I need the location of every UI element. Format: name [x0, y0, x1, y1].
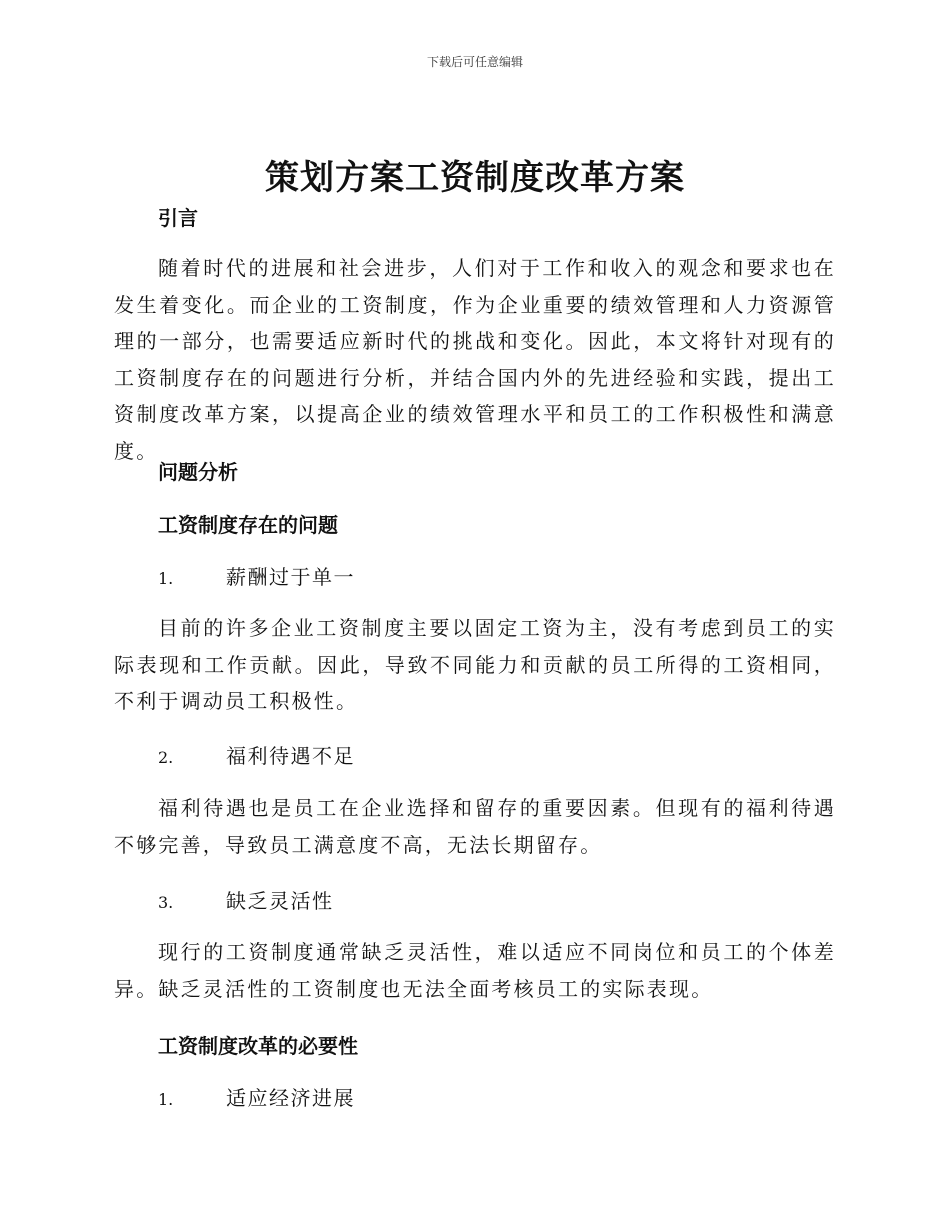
problems-heading: 工资制度存在的问题 — [158, 513, 338, 537]
problem-item-2 — [158, 740, 355, 769]
item-number: 1. — [158, 1090, 174, 1109]
problem-item-3 — [158, 885, 334, 914]
problem-paragraph-2: 福利待遇也是员工在企业选择和留存的重要因素。但现有的福利待遇不够完善，导致员工满意度不高，无法长期留存。 — [114, 796, 836, 857]
necessity-item-1 — [158, 1082, 355, 1111]
intro-heading: 引言 — [158, 206, 198, 230]
item-title: 薪酬过于单一 — [226, 565, 355, 589]
problem-item-1 — [158, 561, 355, 590]
item-number: 2. — [158, 748, 174, 767]
page-header: 下载后可任意编辑 — [426, 55, 523, 69]
item-number: 3. — [158, 893, 174, 912]
item-title: 缺乏灵活性 — [226, 889, 334, 913]
necessity-heading: 工资制度改革的必要性 — [158, 1034, 358, 1058]
item-number: 1. — [158, 569, 174, 588]
item-title: 适应经济进展 — [226, 1086, 355, 1110]
intro-paragraph: 随着时代的进展和社会进步，人们对于工作和收入的观念和要求也在发生着变化。而企业的工资制度，作为企业重要的绩效管理和人力资源管理的一部分，也需要适应新时代的挑战和变化。因此，本文将针对现有的工资制度存在的问题进行分析，并结合国内外的先进经验和实践，提出工资制度改革方案，以提高企业的绩效管理水平和员工的工作积极性和满意度。 — [114, 256, 836, 463]
document-title: 策划方案工资制度改革方案 — [265, 158, 685, 198]
analysis-heading: 问题分析 — [158, 460, 238, 484]
problem-paragraph-1: 目前的许多企业工资制度主要以固定工资为主，没有考虑到员工的实际表现和工作贡献。因此，导致不同能力和贡献的员工所得的工资相同，不利于调动员工积极性。 — [114, 616, 836, 713]
item-title: 福利待遇不足 — [226, 744, 355, 768]
problem-paragraph-3: 现行的工资制度通常缺乏灵活性，难以适应不同岗位和员工的个体差异。缺乏灵活性的工资制度也无法全面考核员工的实际表现。 — [114, 940, 836, 1001]
